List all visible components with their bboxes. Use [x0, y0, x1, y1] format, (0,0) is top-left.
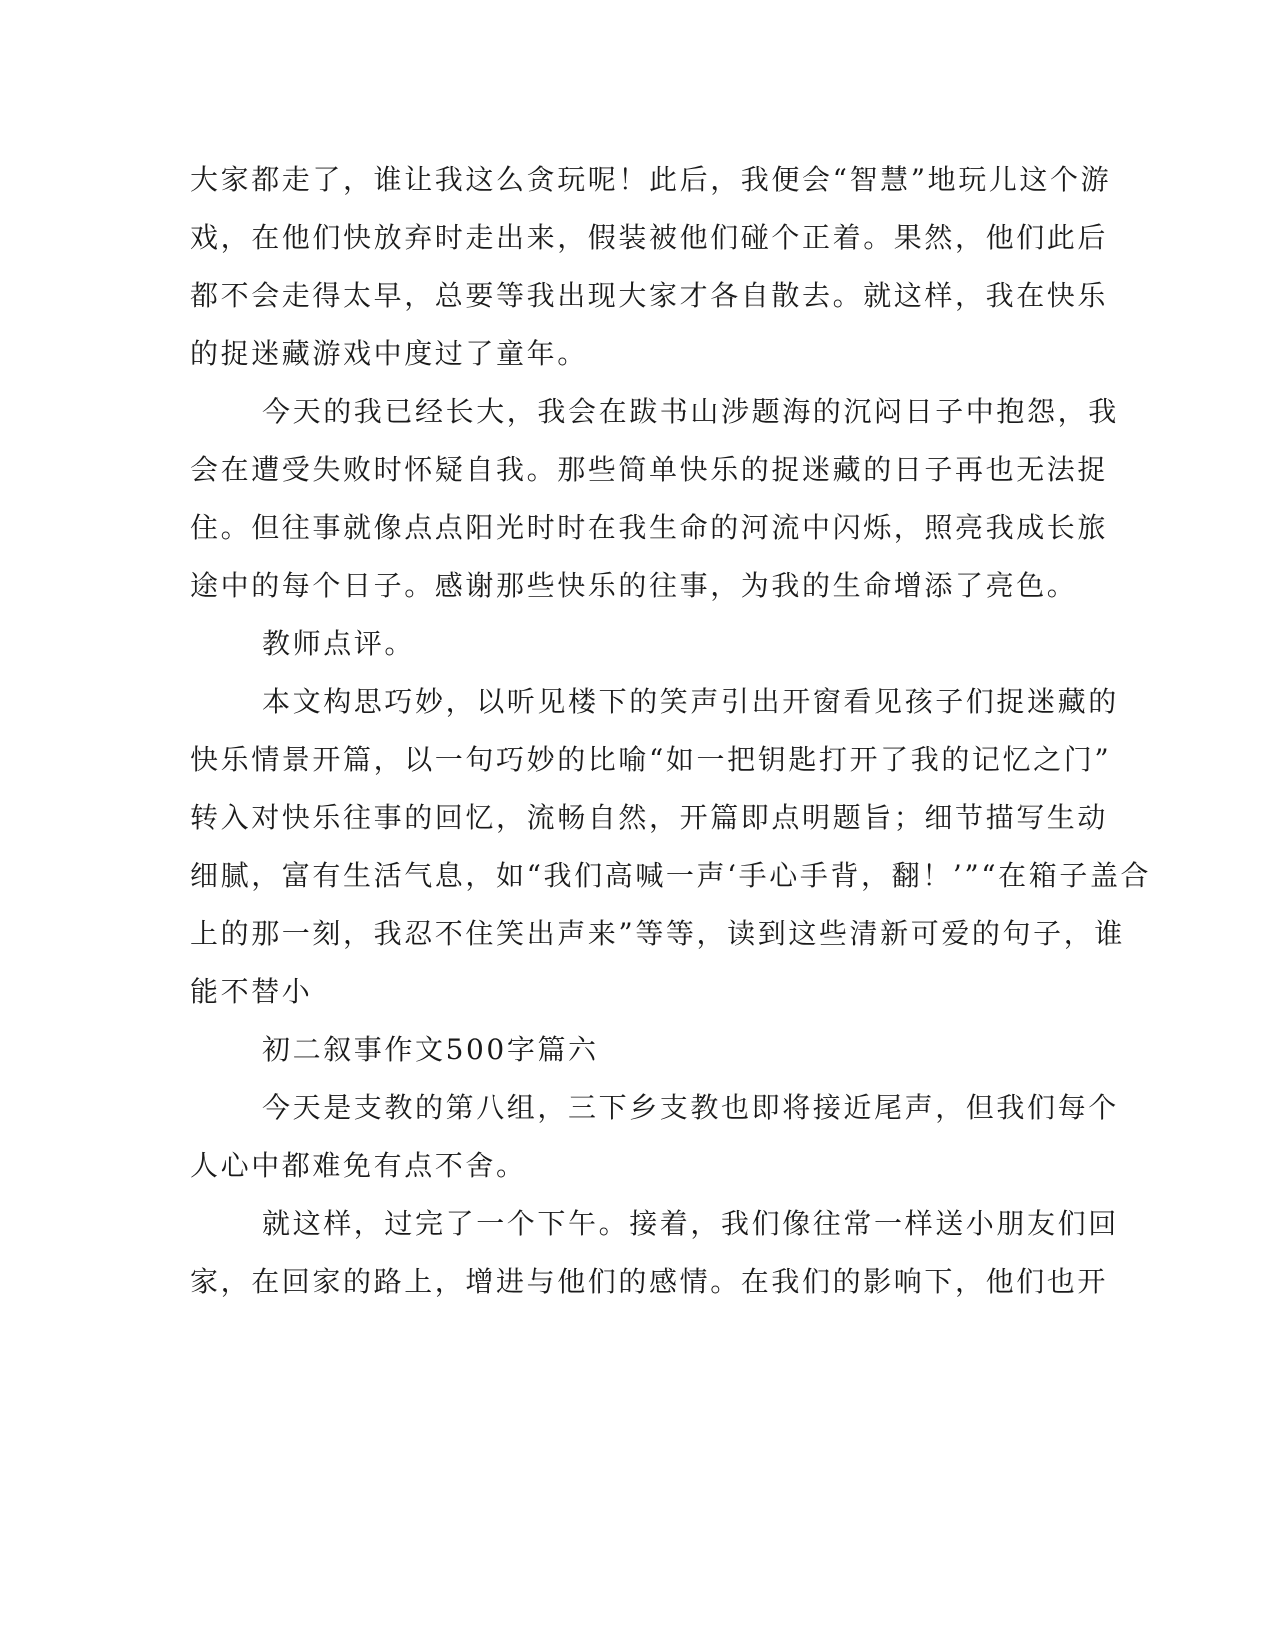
text-line: 转入对快乐往事的回忆，流畅自然，开篇即点明题旨；细节描写生动: [190, 801, 1109, 834]
article-title: 初二叙事作文500字篇六: [262, 1033, 599, 1066]
text-line: 人心中都难免有点不舍。: [190, 1149, 527, 1182]
text-line: 住。但往事就像点点阳光时时在我生命的河流中闪烁，照亮我成长旅: [190, 511, 1109, 544]
text-line: 能不替小: [190, 975, 313, 1008]
paragraph-start-line: 就这样，过完了一个下午。接着，我们像往常一样送小朋友们回: [262, 1207, 1119, 1240]
text-line: 都不会走得太早，总要等我出现大家才各自散去。就这样，我在快乐: [190, 279, 1109, 312]
paragraph-start-line: 今天是支教的第八组，三下乡支教也即将接近尾声，但我们每个: [262, 1091, 1119, 1124]
paragraph-start-line: 今天的我已经长大，我会在跋书山涉题海的沉闷日子中抱怨，我: [262, 395, 1119, 428]
text-line: 家，在回家的路上，增进与他们的感情。在我们的影响下，他们也开: [190, 1265, 1109, 1298]
text-line: 的捉迷藏游戏中度过了童年。: [190, 337, 588, 370]
text-line: 途中的每个日子。感谢那些快乐的往事，为我的生命增添了亮色。: [190, 569, 1078, 602]
text-line: 会在遭受失败时怀疑自我。那些简单快乐的捉迷藏的日子再也无法捉: [190, 453, 1109, 486]
section-heading: 教师点评。: [262, 627, 416, 660]
text-line: 戏，在他们快放弃时走出来，假装被他们碰个正着。果然，他们此后: [190, 221, 1109, 254]
paragraph-start-line: 本文构思巧妙，以听见楼下的笑声引出开窗看见孩子们捉迷藏的: [262, 685, 1119, 718]
text-line: 大家都走了，谁让我这么贪玩呢！此后，我便会“智慧”地玩儿这个游: [190, 163, 1112, 196]
text-line: 上的那一刻，我忍不住笑出声来”等等，读到这些清新可爱的句子，谁: [190, 917, 1125, 950]
text-line: 快乐情景开篇，以一句巧妙的比喻“如一把钥匙打开了我的记忆之门”: [190, 743, 1112, 776]
text-line: 细腻，富有生活气息，如“我们高喊一声‘手心手背，翻！’”“在箱子盖合: [190, 859, 1152, 892]
